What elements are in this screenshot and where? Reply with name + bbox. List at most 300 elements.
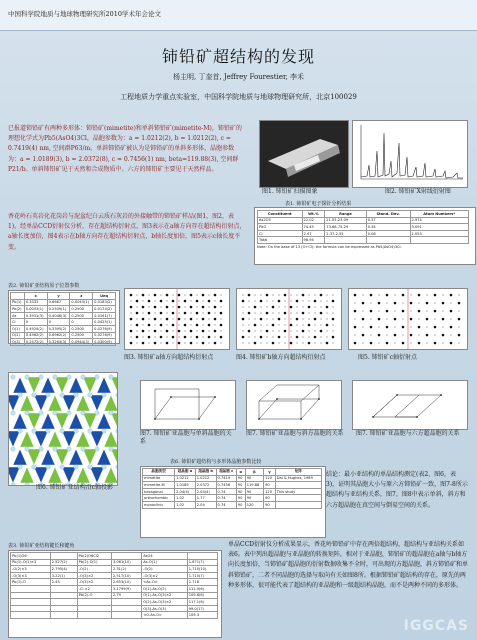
polyhedron [13,377,27,393]
diffraction-spot [370,318,371,319]
diffraction-spot [166,294,169,297]
diffraction-spot [214,300,215,301]
table-cell [111,553,141,560]
diffraction-spot [410,342,411,343]
diffraction-spot [284,312,287,315]
table-row [11,599,218,606]
table-cell: 90 [245,475,263,482]
diffraction-spot [426,294,427,295]
diffraction-spot [148,336,151,339]
diffraction-spot [402,334,403,335]
diffraction-spot [378,302,381,305]
diffraction-spot [278,342,279,343]
diffraction-spot [208,324,211,327]
diffraction-spot [296,336,299,339]
institute-watermark: IGGCAS [403,618,469,634]
fig2-caption: 图2. 铈铅矿X射线衍射图 [385,188,451,195]
table-cell [77,599,111,606]
diffraction-spot [136,318,137,319]
diffraction-spot [130,336,131,337]
table-cell: -O(3)×3 [11,572,51,579]
diffraction-spot [160,336,163,339]
diffraction-spot [130,300,131,301]
diffraction-spot [272,336,273,337]
table-cell: 1.0212 [195,475,216,482]
table-cell: 2.974 [410,217,468,224]
diffraction-spot [442,326,443,327]
table1-caption: 表1. 铈铅矿电子探针分析结果 [285,201,352,207]
diffraction-pattern-a [125,289,229,349]
diffraction-spot [450,334,451,335]
table-row [143,475,322,482]
diffraction-spot [450,302,451,303]
diffraction-spot [290,318,291,319]
diffraction-spot [458,318,461,321]
diffraction-spot [362,318,365,321]
table-cell: 1.671(7) [187,559,217,566]
diffraction-spot [370,302,371,303]
diffraction-spot [426,326,427,327]
table-cell: 90 [236,495,245,502]
diffraction-spot [190,324,191,325]
polyhedron [27,377,41,393]
diffraction-spot [160,300,163,303]
diffraction-spot [214,306,217,309]
table3 [8,550,222,638]
diffraction-spot [160,324,163,327]
diffraction-spot [418,302,419,303]
diffraction-spot [190,330,193,333]
diffraction-spot [362,334,365,337]
diffraction-spot [272,330,273,331]
diffraction-spot [190,294,193,297]
table-cell: Cl [258,230,303,237]
diffraction-spot [378,334,381,337]
diffraction-spot [260,330,261,331]
diffraction-spot [254,330,255,331]
diffraction-spot [196,342,197,343]
table-cell [187,553,217,560]
diffraction-spot [320,300,321,301]
diffraction-spot [442,310,443,311]
diffraction-spot [190,342,193,345]
intro-paragraph: 已报道铈铅矿有两种多形体：铈铅矿(mimetite)和单斜铈铅矿(mimetite-M)，铈铅矿的理想化学式为Pb5(AsO4)3Cl，晶胞参数为：a = 1.0212(2), b = 1.0212(2), c = 0.7419(4) nm, 空间群P63/m。单斜铈铅矿被认为是铈铅矿的单斜多形体，晶胞参数为：a = 1.0189(3), b = 2.0372(8), c = 0.7456(1) nm, beta=119.88(3), 空间群P21/b。单斜铈铅矿见于天然和合成物质中。六方的铈铅矿主要见于天然样品。 [8,125,242,173]
atom [102,429,106,433]
table-cell: 0 [70,319,93,326]
diffraction-spot [278,318,281,321]
table-cell: -O(3)×2 [142,572,188,579]
table-cell: Pb(2)-O(1) [77,559,111,566]
polyhedron [48,395,62,411]
table-cell: 0.2500 [70,312,93,319]
authors: 杨主明, 丁奎首, Jeffrey Fourestier, 李禾 [173,73,304,81]
atom [109,411,113,415]
diffraction-spot [284,324,285,325]
diffraction-spot [172,312,175,315]
table-header-row [258,211,469,218]
diffraction-spot [450,318,451,319]
fig7a-caption: 图7. 铈铅矿亚晶胞与单斜晶胞的关系 [140,430,232,445]
atom [39,447,43,451]
diffraction-spot [402,310,405,313]
diffraction-spot [332,336,335,339]
diffraction-spot [266,330,269,333]
diffraction-spot [172,330,173,331]
polyhedron [55,377,69,393]
diffraction-spot [302,318,303,319]
diffraction-spot [242,306,243,307]
diffraction-spot [196,306,197,307]
table-cell: O(1) [11,325,25,332]
table-cell: 2.517(10) [111,572,141,579]
diffraction-spot [160,312,163,315]
diffraction-spot [178,330,181,333]
polyhedron [55,413,69,429]
diffraction-spot [314,342,315,343]
diffraction-spot [254,294,255,295]
diffraction-spot [394,318,397,321]
atom [53,411,57,415]
diffraction-spot [220,324,223,327]
table-row [11,566,218,573]
atom [116,465,117,469]
table-cell [111,612,141,619]
fig7c-caption: 图7. 铈铅矿亚晶胞与六方超晶胞的关系 [356,430,460,437]
table-cell: AsO4 [142,553,188,560]
table-cell: 0.0425(1) [93,319,116,326]
table-cell: 1.77 [195,495,216,502]
table-cell: 2.04 [195,501,216,508]
diffraction-spot [260,312,261,313]
diffraction-spot [442,318,445,321]
atom [46,393,50,397]
diffraction-spot [302,330,305,333]
diffraction-a-axis [124,288,230,350]
diffraction-spot [314,294,315,295]
diffraction-spot [386,310,389,313]
diffraction-spot [386,302,387,303]
diffraction-spot [308,330,309,331]
diffraction-spot [442,342,443,343]
table-cell: 90 [236,475,245,482]
diffraction-spot [154,312,155,313]
table-cell [275,501,321,508]
diffraction-spot [320,312,323,315]
diffraction-spot [308,324,311,327]
table-cell: 0.2509(1) [47,306,70,313]
diffraction-spot [208,318,209,319]
table-cell: As2O5 [258,217,303,224]
diffraction-spot [242,294,243,295]
table-cell: 119.88 [245,482,263,489]
table-row [11,605,218,612]
polyhedron [104,467,117,483]
table-row [11,553,218,560]
diffraction-spot [214,336,215,337]
diffraction-spot [190,336,191,337]
diffraction-spot [172,336,175,339]
atom [18,393,22,397]
table-cell: Pb(2)O6Cl2 [77,553,111,560]
atom [25,375,29,379]
table-cell: -O(3)×2 [77,579,111,586]
table-header-cell: Constituent [258,211,303,218]
diffraction-spot [378,294,379,295]
diffraction-spot [160,330,161,331]
diffraction-spot [426,334,429,337]
diffraction-spot [332,318,335,321]
table-cell: 0.0300(9) [93,339,116,346]
atom [39,411,43,415]
table-cell: 2.47 [302,230,325,237]
atom [74,465,78,469]
diffraction-spot [326,342,329,345]
table-row [258,217,469,224]
table-cell: 0 [47,319,70,326]
table-header-cell: Ueq [93,293,116,300]
atom [60,465,64,469]
diffraction-spot [130,306,133,309]
table-cell: 0.2500 [70,325,93,332]
table-header-cell: γ [264,469,276,476]
table-cell: 0.0043(1) [70,299,93,306]
diffraction-spot [272,324,275,327]
diffraction-spot [370,334,371,335]
polyhedron [41,449,55,465]
diffraction-spot [450,310,453,313]
diffraction-spot [142,312,143,313]
diffraction-spot [458,326,459,327]
table-cell: 2.45 [50,579,77,586]
diffraction-c-axis [348,288,468,350]
table-cell: 99.0(17) [187,605,217,612]
table-cell: <O-As-O> [142,612,188,619]
diffraction-spot [136,306,137,307]
atom [116,393,117,397]
table-row [11,339,116,346]
diffraction-spot [260,306,261,307]
diffraction-spot [178,306,181,309]
diffraction-spot [142,294,145,297]
table-cell: 2.527(2) [50,559,77,566]
diffraction-spot [354,302,355,303]
diffraction-spot [326,324,329,327]
polyhedron [111,449,117,465]
diffraction-spot [178,300,179,301]
table-cell: 120 [245,501,263,508]
atom [74,393,78,397]
diffraction-spot [320,318,321,319]
diffraction-spot [242,330,243,331]
table-cell [275,482,321,489]
diffraction-spot [248,294,251,297]
table-cell: O(3) [11,339,25,346]
polyhedron [76,395,90,411]
table-cell: As-O(1) [142,559,188,566]
diffraction-spot [154,318,157,321]
diffraction-spot [130,294,133,297]
sem-image [259,120,349,188]
table-cell: 90 [264,482,276,489]
diffraction-spot [196,294,197,295]
diffraction-spot [370,294,373,297]
diffraction-spot [184,336,187,339]
table-cell: 0.0183(2) [93,299,116,306]
diffraction-spot [202,324,203,325]
table-cell: 0.0174(2) [93,306,116,313]
table-cell [11,592,51,599]
diffraction-spot [142,306,145,309]
diffraction-spot [386,326,389,329]
conclusion-note: 结论：最小亚结构的单晶结构测定(表2，图6，表3)，证明其晶胞大小与原六方铈铅矿一致，图7-8所示超结构与亚结构关系，图7，图8中表示单斜，斜方和六方超晶胞在真空间与倒易空间的关系。 [326,471,468,509]
diffraction-spot [426,310,427,311]
diffraction-spot [458,294,459,295]
diffraction-spot [172,318,173,319]
table-cell: As [11,312,25,319]
diffraction-spot [130,312,131,313]
diffraction-spot [458,310,459,311]
table-cell: 22.02 [302,217,325,224]
diffraction-spot [208,312,211,315]
polyhedron [20,467,34,483]
diffraction-spot [142,342,145,345]
polyhedron [104,395,117,411]
diffraction-spot [260,336,263,339]
diffraction-spot [160,318,161,319]
table-cell: 0.34 [366,224,410,231]
diffraction-spot [296,318,299,321]
table-cell: Dai & Hughes, 1989 [275,475,321,482]
diffraction-spot [272,294,273,295]
diffraction-spot [214,294,217,297]
table-cell [11,599,51,606]
diffraction-spot [410,302,413,305]
diffraction-spot [378,318,381,321]
diffraction-spot [142,300,143,301]
table-cell: -O(2) [77,566,111,573]
table-cell: Cl [11,319,25,326]
polyhedron [9,395,20,411]
atom [88,429,92,433]
diffraction-spot [284,330,287,333]
table1 [254,207,476,265]
table-cell: 1.02 [175,501,196,508]
polyhedron [90,395,104,411]
diffraction-spot [190,312,191,313]
atom [67,411,71,415]
table-cell: 0.3395(2) [47,325,70,332]
table-cell: Pb(1)-O [11,579,51,586]
diffraction-spot [296,300,299,303]
diffraction-spot [308,294,309,295]
diffraction-spot [154,324,155,325]
diffraction-spot [278,300,281,303]
table-cell: 0.6667 [47,299,70,306]
diffraction-spot [302,324,303,325]
atom [60,393,64,397]
polyhedron [90,431,104,447]
table-header-cell: 超晶胞 a [175,469,196,476]
atom [102,465,106,469]
diffraction-spot [148,324,151,327]
diffraction-spot [172,342,173,343]
table-cell: This study [275,488,321,495]
polyhedron [62,431,76,447]
diffraction-spot [202,306,205,309]
diffraction-spot [370,326,373,329]
diffraction-spot [418,342,421,345]
diffraction-spot [208,300,211,303]
diffraction-spot [418,294,421,297]
diffraction-spot [308,300,309,301]
diffraction-spot [136,300,139,303]
diffraction-spot [272,300,273,301]
diffraction-b-axis [236,288,342,350]
diffraction-spot [178,312,179,313]
table-cell: 3.22(1) [50,572,77,579]
table-header-cell: Range [325,211,366,218]
diffraction-spot [290,312,291,313]
table-cell: 73.68-75.29 [325,224,366,231]
table-cell: 2.653(10) [111,579,141,586]
table-cell [11,605,51,612]
diffraction-spot [220,330,221,331]
table-cell: 0.7456 [216,482,236,489]
diffraction-spot [260,318,263,321]
diffraction-spot [214,318,217,321]
diffraction-spot [314,300,317,303]
lattice-hexagonal [352,380,468,430]
diffraction-spot [266,324,267,325]
diffraction-spot [320,342,321,343]
diffraction-spot [320,306,321,307]
polyhedron [111,377,117,393]
diffraction-spot [202,342,205,345]
diffraction-spot [266,306,267,307]
diffraction-spot [326,300,327,301]
diffraction-spot [254,324,257,327]
table-cell: 1.710(7) [187,572,217,579]
table-cell: Pb(1) [11,299,25,306]
diffraction-spot [394,326,395,327]
table3-caption: 表3. 铈铅矿亚结构键长和键角 [8,543,75,549]
polyhedron [90,467,104,483]
atom [81,375,85,379]
table-row [11,612,218,619]
diffraction-spot [248,342,249,343]
diffraction-spot [272,318,273,319]
diffraction-spot [242,342,243,343]
conclusion-paragraph: 单晶CCD衍射仪分析成果显示，香花岭铈铅矿中存在两倍超结构，超结构与亚结构关系如表6。表中列出超晶胞与亚晶胞的转换矩阵，相对于亚晶胞，铈铅矿的超晶胞在a轴与b轴方向长度加倍，当铈铅矿超晶胞的衍射数据收集不全时，可出现的方超晶胞，斜方铈铅矿和单斜铈铅矿，二者不同晶胞的选择与取向有关如图8所。根据铈铅矿超结构的存在，原先的两种多形体，很可能代表了超结构的亚晶胞和一级超结构晶胞，而不是两种不同的多形体。 [228,541,469,589]
diffraction-spot [272,342,275,345]
table-cell: 0.3263(3) [47,339,70,346]
diffraction-spot [378,310,379,311]
diffraction-spot [278,336,281,339]
table-cell: 1.053 [410,230,468,237]
table-cell: mimetite-M [143,482,175,489]
diffraction-spot [302,336,303,337]
fig6-caption: 图6. 铈铅矿亚结构沿c轴投影 [36,484,113,491]
atom [81,447,85,451]
diffraction-spot [130,342,133,345]
diffraction-spot [332,294,333,295]
diffraction-spot [166,336,167,337]
polyhedron [62,467,76,483]
diffraction-spot [394,334,397,337]
diffraction-spot [320,336,321,337]
diffraction-spot [308,312,309,313]
diffraction-spot [172,306,173,307]
